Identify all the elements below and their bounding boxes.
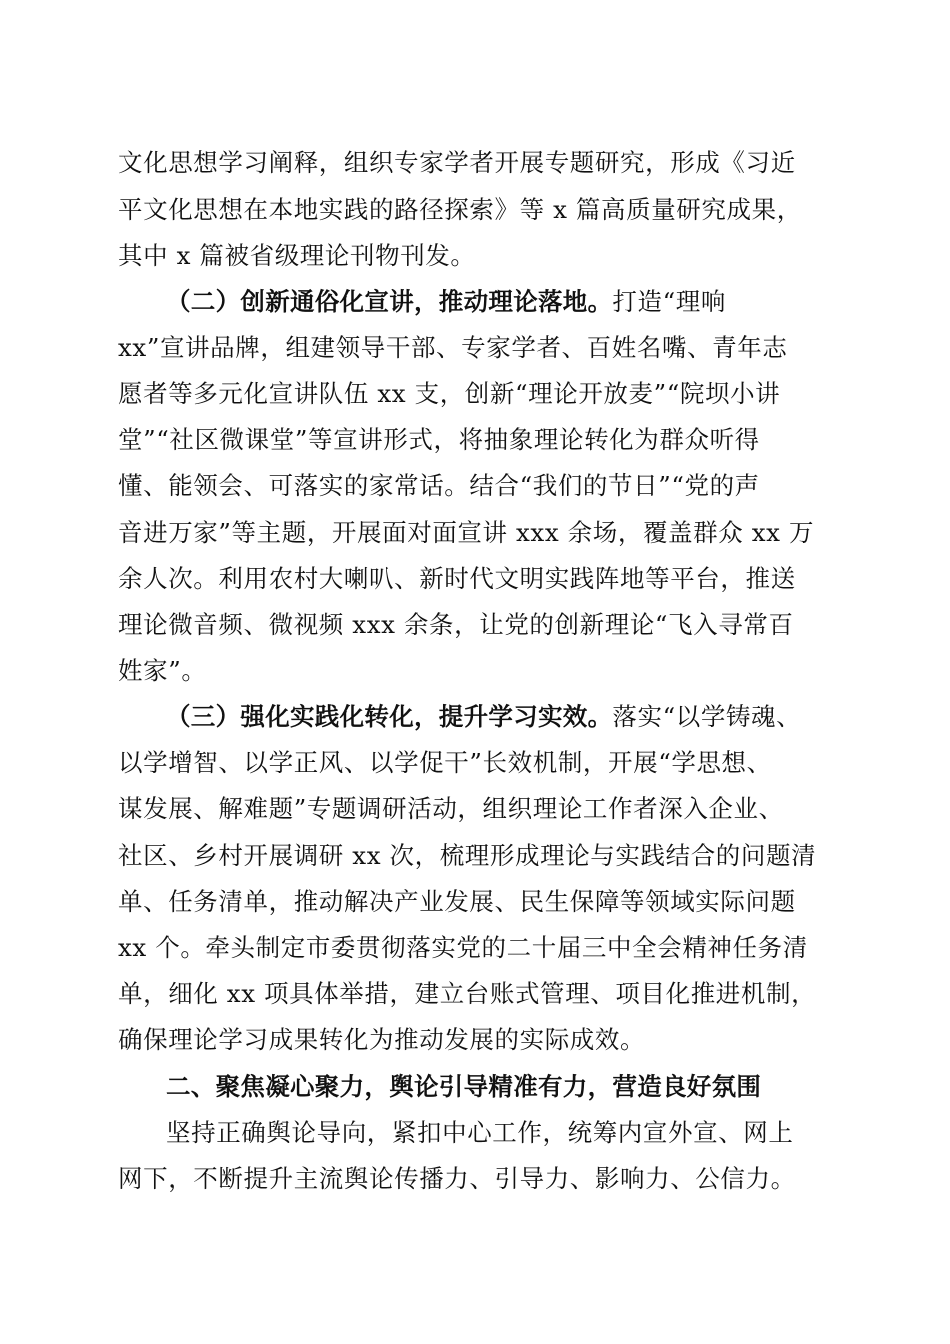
paragraph-3-line-5: 单、任务清单，推动解决产业发展、民生保障等领域实际问题 <box>118 887 796 916</box>
paragraph-3-line-1 <box>166 702 801 732</box>
paragraph-4-line-2: 网下，不断提升主流舆论传播力、引导力、影响力、公信力。 <box>118 1164 796 1193</box>
paragraph-3-line-4: 社区、乡村开展调研 xx 次，梳理形成理论与实践结合的问题清 <box>118 841 817 870</box>
paragraph-2-line-3: 愿者等多元化宣讲队伍 xx 支，创新“理论开放麦”“院坝小讲 <box>118 379 781 408</box>
paragraph-2-line-5: 懂、能领会、可落实的家常话。结合“我们的节日”“党的声 <box>118 471 760 500</box>
paragraph-3-lead: （三）强化实践化转化，提升学习实效。 <box>166 702 613 731</box>
paragraph-3-first-line-rest: 落实“以学铸魂、 <box>612 702 802 731</box>
paragraph-2-line-2: xx”宣讲品牌，组建领导干部、专家学者、百姓名嘴、青年志 <box>118 333 788 362</box>
paragraph-2-line-4: 堂”“社区微课堂”等宣讲形式，将抽象理论转化为群众听得 <box>118 425 760 454</box>
paragraph-1-line-2: 平文化思想在本地实践的路径探索》等 x 篇高质量研究成果， <box>118 195 802 224</box>
paragraph-2-line-6: 音进万家”等主题，开展面对面宣讲 xxx 余场，覆盖群众 xx 万 <box>118 518 815 547</box>
paragraph-3-line-2: 以学增智、以学正风、以学促干”长效机制，开展“学思想、 <box>118 748 772 777</box>
paragraph-1-line-1: 文化思想学习阐释，组织专家学者开展专题研究，形成《习近 <box>118 148 796 177</box>
paragraph-2-first-line-rest: 打造“理响 <box>612 287 726 316</box>
section-heading: 二、聚焦凝心聚力，舆论引导精准有力，营造良好氛围 <box>166 1072 762 1101</box>
paragraph-2-line-7: 余人次。利用农村大喇叭、新时代文明实践阵地等平台，推送 <box>118 564 796 593</box>
paragraph-1-line-3: 其中 x 篇被省级理论刊物刊发。 <box>118 241 476 270</box>
paragraph-3-line-8: 确保理论学习成果转化为推动发展的实际成效。 <box>118 1025 646 1054</box>
paragraph-2-line-1 <box>166 287 726 317</box>
paragraph-4-line-1: 坚持正确舆论导向，紧扣中心工作，统筹内宣外宣、网上 <box>166 1118 794 1147</box>
paragraph-2-line-8: 理论微音频、微视频 xxx 余条，让党的创新理论“飞入寻常百 <box>118 610 794 639</box>
paragraph-3-line-3: 谋发展、解难题”专题调研活动，组织理论工作者深入企业、 <box>118 794 784 823</box>
paragraph-3-line-6: xx 个。牵头制定市委贯彻落实党的二十届三中全会精神任务清 <box>118 933 808 962</box>
paragraph-3-line-7: 单，细化 xx 项具体举措，建立台账式管理、项目化推进机制， <box>118 979 817 1008</box>
paragraph-2-lead: （二）创新通俗化宣讲，推动理论落地。 <box>166 287 613 316</box>
paragraph-2-line-9: 姓家”。 <box>118 656 207 685</box>
